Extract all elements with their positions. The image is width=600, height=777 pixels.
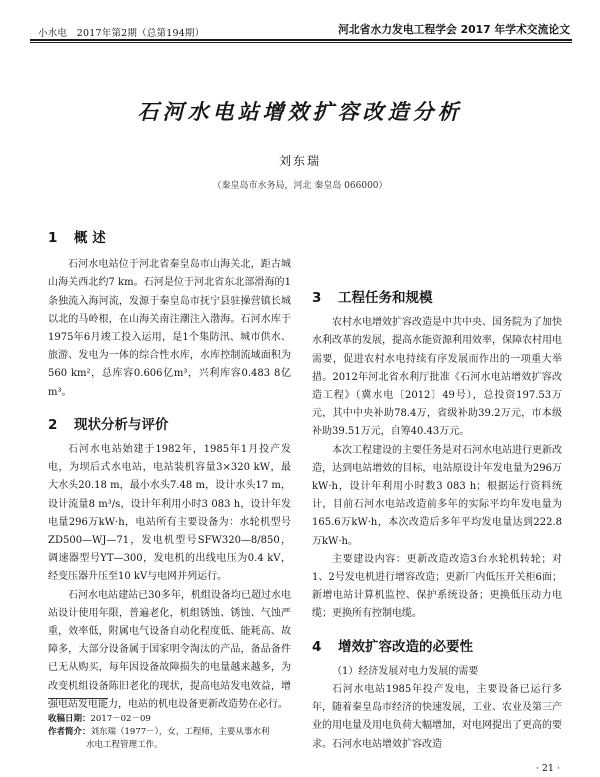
journal-name: 小水电 bbox=[38, 28, 68, 39]
footnote-rule bbox=[48, 698, 108, 699]
running-header-right: 河北省水力发电工程学会 2017 年学术交流论文 bbox=[338, 23, 570, 36]
left-column bbox=[48, 225, 291, 714]
page-number: · 21 · bbox=[535, 763, 560, 774]
article-author: 刘东瑞 bbox=[278, 154, 321, 168]
section-3-heading: 3 工程任务和规模 bbox=[312, 290, 433, 306]
header-rule-thin bbox=[30, 42, 572, 43]
journal-issue: 2017年第2期（总第194期） bbox=[76, 28, 205, 39]
author-bio-note-continued: 水电工程管理工作。 bbox=[86, 740, 163, 750]
footnotes bbox=[48, 698, 291, 752]
section-1-heading: 1 概 述 bbox=[48, 230, 106, 246]
running-header-left bbox=[38, 25, 204, 39]
section-4-heading: 4 增效扩容改造的必要性 bbox=[312, 638, 473, 655]
received-date-note: 收稿日期：2017－02－09 bbox=[48, 714, 151, 724]
section-3-paragraph: 本次工程建设的主要任务是对石河水电站进行更新改造，达到电站增效的目标，电站原设计年发电量为296万kW·h，设计年利用小时数3 083 h；根据运行资料统计，目前石河水电站改造前多年的实际平均年发电量为165.6万kW·h，本次改造后多年平均发电量达到222.8万kW·h。 bbox=[312, 444, 562, 547]
section-1-paragraph: 石河水电站位于河北省秦皇岛市山海关北，距古城山海关西北约7 km。石河是位于河北省东北部滑海的1条独流入海河流，发源于秦皇岛市抚宁县驻操营镇长城以北的马岭根，在山海关南注潮注入渤海。石河水库于1975年6月竣工投入运用，是1个集防汛、城市供水、旅游、发电为一体的综合性水库，水库控制流域面积为560 km²，总库容0.606亿m³，兴利库容0.483 8亿m³。 bbox=[48, 259, 291, 398]
header-rule bbox=[30, 39, 572, 41]
section-4-subheading: （1）经济发展对电力发展的需要 bbox=[332, 665, 479, 677]
right-column bbox=[312, 225, 562, 754]
section-2-heading: 2 现状分析与评价 bbox=[48, 416, 169, 433]
article-title: 石河水电站增效扩容改造分析 bbox=[137, 99, 463, 124]
section-4-paragraph: 石河水电站1985年投产发电，主要设备已运行多年，随着秦皇岛市经济的快速发展，工业、农业及第三产业的用电量及用电负荷大幅增加，对电网提出了更高的要求。石河水电站增效扩容改造 bbox=[312, 684, 562, 750]
article-affiliation: （秦皇岛市水务局，河北 秦皇岛 066000） bbox=[212, 181, 388, 191]
section-3-paragraph: 主要建设内容：更新改造改造3台水轮机转轮；对1、2号发电机进行增容改造；更新厂内低压开关柜6面；新增电站计算机监控、保护系统设备；更换低压动力电缆；更换所有控制电缆。 bbox=[312, 553, 562, 620]
section-3-paragraph: 农村水电增效扩容改造是中共中央、国务院为了加快水利改革的发展，提高水能资源利用效率，保障农村用电需要，促进农村水电持续有序发展而作出的一项重大举措。2012年河北省水利厅批准《石河水电站增效扩容改造工程》（冀水电〔2012〕49号），总投资197.53万元，其中中央补助78.4万，省级补助39.2万元，市本级补助39.51万元，自筹40.43万元。 bbox=[312, 317, 562, 438]
section-2-paragraph: 石河水电站建站已30多年，机组设备均已超过水电站设计使用年限，普遍老化，机组锈蚀、锈蚀、气蚀严重，效率低，附属电气设备自动化程度低、能耗高、故障多，大部分设备属于国家明令淘汰的产品，备品备件已无从购买，每年因设备故障损失的电量越来越多，为改变机组设备陈旧老化的现状，提高电站发电效益，增强电站发电能力，电站的机电设备更新改造势在必行。 bbox=[48, 589, 291, 710]
author-bio-note: 作者简介：刘东瑞（1977－），女，工程师，主要从事水利 bbox=[48, 727, 270, 737]
section-2-paragraph: 石河水电站始建于1982年，1985年1月投产发电，为坝后式水电站，电站装机容量3×320 kW，最大水头20.18 m，最小水头7.48 m，设计水头17 m，设计流量8 m³/s，设计年利用小时3 083 h，设计年发电量296万kW·h，电站所有主要设备为：水轮机型号ZD500—WJ—71，发电机型号SFW320—8/850，调速器型号YT—300，发电机的出线电压为0.4 kV，经变压器升压至10 kV与电网并列运行。 bbox=[48, 444, 291, 583]
